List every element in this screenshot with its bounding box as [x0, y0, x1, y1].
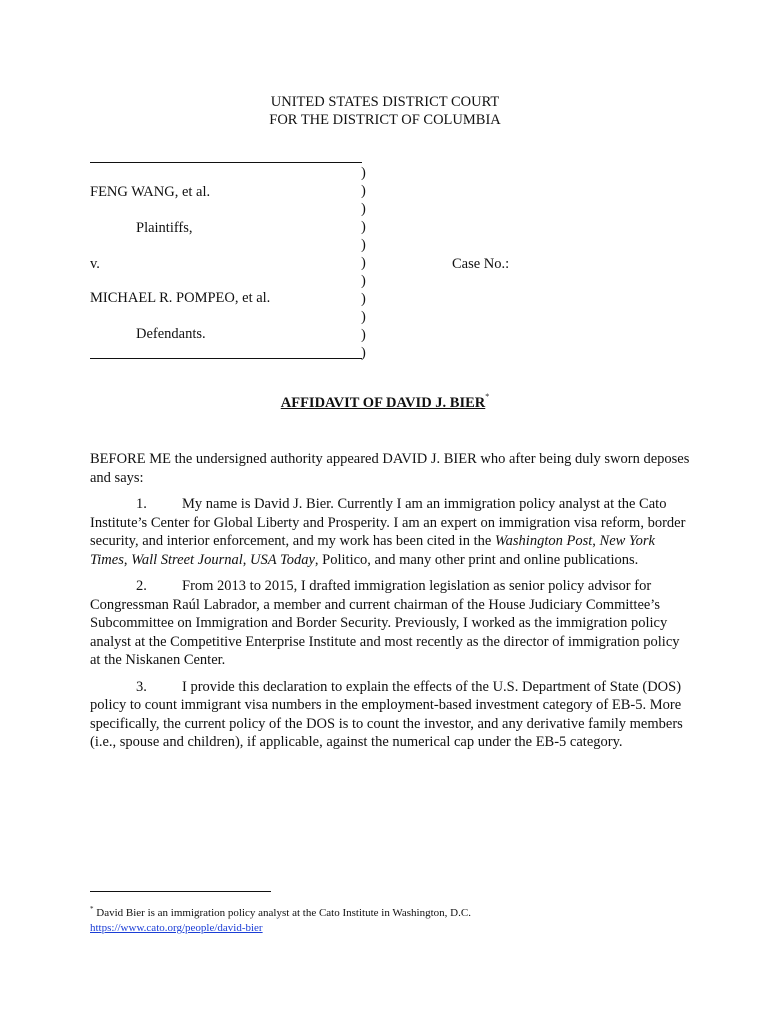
- footnote-link[interactable]: https://www.cato.org/people/david-bier: [90, 922, 263, 934]
- caption-paren: ): [361, 273, 366, 289]
- paragraph-text: ,: [123, 551, 132, 568]
- footnote: [90, 902, 690, 936]
- paragraph-text: , Politico, and many other print and online publications.: [314, 551, 639, 568]
- paragraph-text: I provide this declaration to explain the effects of the U.S. Department of State (DOS) policy to count immigrant visa numbers in the employment-based investment category of EB-5. More specifically, the current policy of the DOS is to count the investor, and any derivative family members (i.e., spouse and children), if applicable, against the numerical cap under the EB-5 category.: [90, 678, 683, 750]
- caption-paren: ): [361, 201, 366, 217]
- intro-paragraph: BEFORE ME the undersigned authority appeared DAVID J. BIER who after being duly sworn deposes and says:: [90, 451, 690, 486]
- paragraph-number: 2.: [136, 578, 147, 594]
- footnote-rule: [90, 891, 271, 892]
- publication-name: USA Today: [250, 551, 315, 568]
- numbered-paragraphs: [90, 495, 690, 752]
- caption-paren: ): [361, 291, 366, 307]
- caption-top-rule: [90, 162, 362, 163]
- paragraph-number: 1.: [136, 496, 147, 512]
- caption-paren: ): [361, 183, 366, 199]
- paragraph-text: My name is David J. Bier. Currently I am an immigration policy analyst at the Cato Institute’s Center for Global Liberty and Prosperity. I am an expert on immigration visa reform, border security, and interior enforcement, and my work has been cited in the: [90, 496, 686, 549]
- plaintiff-role: Plaintiffs,: [136, 220, 193, 236]
- caption-paren: ): [361, 219, 366, 235]
- caption-paren: ): [361, 165, 366, 181]
- caption-paren: ): [361, 309, 366, 325]
- caption-paren: ): [361, 345, 366, 361]
- affidavit-title: [0, 392, 770, 412]
- affidavit-title-text: AFFIDAVIT OF DAVID J. BIER: [280, 395, 486, 411]
- title-footnote-mark: *: [485, 392, 490, 401]
- numbered-paragraph: [90, 495, 690, 569]
- plaintiff-name: FENG WANG, et al.: [90, 184, 211, 200]
- publication-name: Wall Street Journal: [131, 551, 243, 568]
- paragraph-text: ,: [242, 551, 251, 568]
- numbered-paragraph: [90, 577, 690, 670]
- affidavit-body: [90, 450, 690, 752]
- case-number-label: Case No.:: [452, 256, 510, 272]
- footnote-text: David Bier is an immigration policy analyst at the Cato Institute in Washington, D.C.: [93, 907, 471, 919]
- defendant-role: Defendants.: [136, 326, 206, 342]
- footnote-mark: *: [90, 905, 94, 913]
- publication-name: Washington Post: [494, 533, 593, 549]
- caption-paren: ): [361, 327, 366, 343]
- caption-paren: ): [361, 237, 366, 253]
- versus: v.: [90, 256, 100, 272]
- paragraph-text: From 2013 to 2015, I drafted immigration legislation as senior policy advisor for Congressman Raúl Labrador, a member and current chairman of the House Judiciary Committee’s Subcommittee on Immigration and Border Security. Previously, I worked as the immigration policy analyst at the Competitive Enterprise Institute and most recently as the director of immigration policy at the Niskanen Center.: [90, 578, 680, 668]
- paragraph-text: ,: [592, 533, 600, 549]
- court-district: FOR THE DISTRICT OF COLUMBIA: [269, 112, 501, 128]
- publication-name: New York Times: [90, 533, 655, 568]
- paragraph-number: 3.: [136, 678, 147, 695]
- caption-paren: ): [361, 255, 366, 271]
- caption-bottom-rule: [90, 358, 362, 359]
- defendant-name: MICHAEL R. POMPEO, et al.: [90, 290, 271, 306]
- numbered-paragraph: [90, 678, 690, 752]
- court-name: UNITED STATES DISTRICT COURT: [270, 94, 500, 110]
